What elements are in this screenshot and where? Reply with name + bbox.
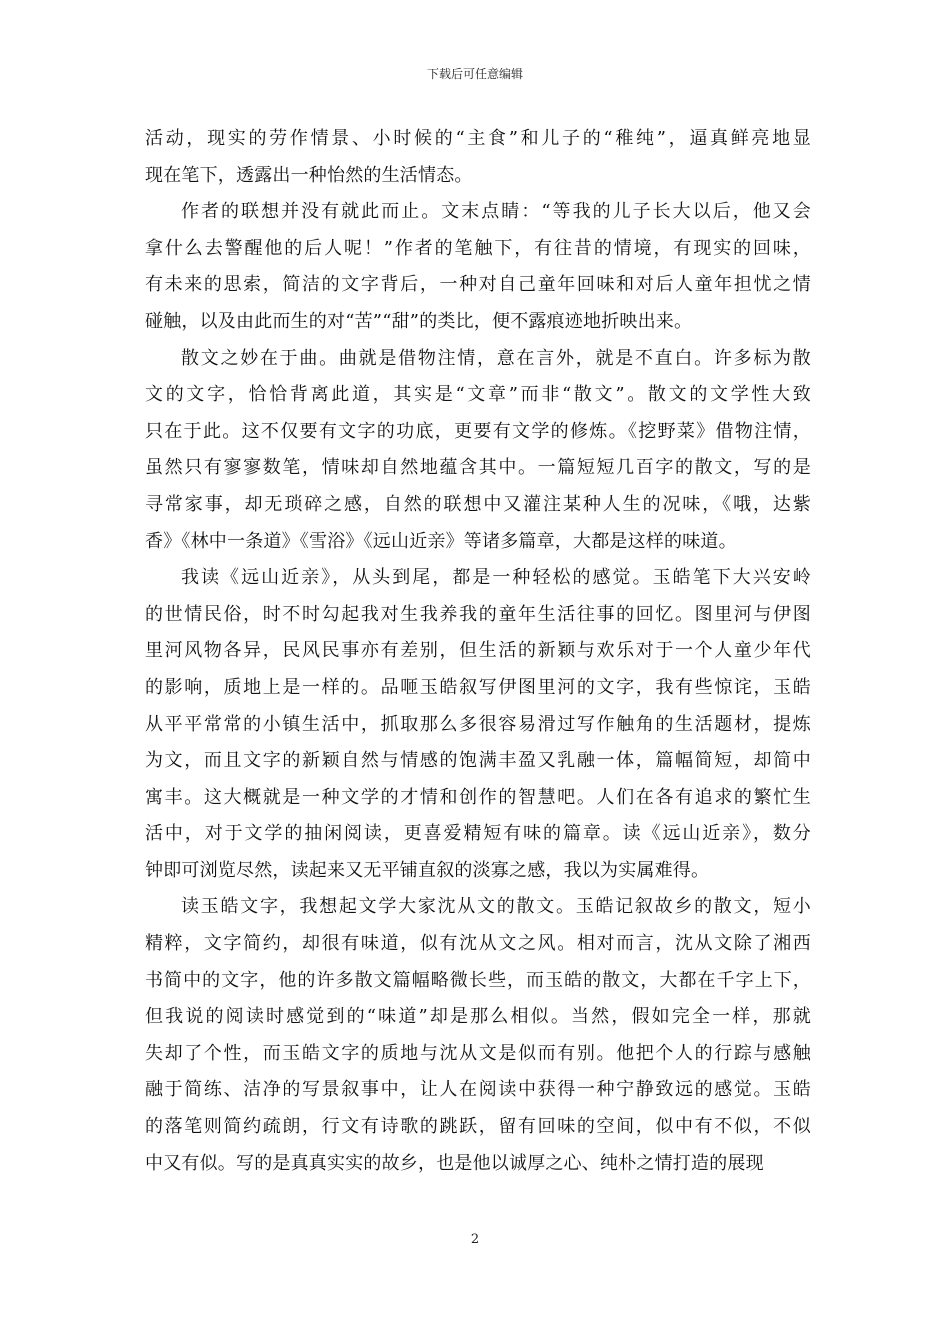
text-line: 现在笔下，透露出一种怡然的生活情态。 <box>145 164 473 186</box>
text-line: 有未来的思索，简洁的文字背后，一种对自己童年回味和对后人童年担忧之情 <box>145 274 811 296</box>
text-line: 读玉皓文字，我想起文学大家沈从文的散文。玉皓记叙故乡的散文，短小 <box>181 896 811 918</box>
paragraph <box>145 121 811 194</box>
text-line: 从平平常常的小镇生活中，抓取那么多很容易滑过写作触角的生活题材，提炼 <box>145 713 811 735</box>
text-line: 虽然只有寥寥数笔，情味却自然地蕴含其中。一篇短短几百字的散文，写的是 <box>145 457 811 479</box>
text-line: 我读《远山近亲》，从头到尾，都是一种轻松的感觉。玉皓笔下大兴安岭 <box>181 567 811 589</box>
paragraph <box>145 341 811 561</box>
text-line: 只在于此。这不仅要有文字的功底，更要有文学的修炼。《挖野菜》借物注情， <box>145 420 811 442</box>
text-line: 文的文字，恰恰背离此道，其实是“文章”而非“散文”。散文的文学性大致 <box>145 384 811 406</box>
text-line: 香》《林中一条道》《雪浴》《远山近亲》等诸多篇章，大都是这样的味道。 <box>145 530 737 552</box>
text-line: 书简中的文字，他的许多散文篇幅略微长些，而玉皓的散文，大都在千字上下， <box>145 969 811 991</box>
text-line: 精粹，文字简约，却很有味道，似有沈从文之风。相对而言，沈从文除了湘西 <box>145 933 811 955</box>
text-line: 的影响，质地上是一样的。品咂玉皓叙写伊图里河的文字，我有些惊诧，玉皓 <box>145 676 811 698</box>
text-line: 失却了个性，而玉皓文字的质地与沈从文是似而有别。他把个人的行踪与感触 <box>145 1042 811 1064</box>
page-header: 下载后可任意编辑 <box>426 67 523 81</box>
paragraph <box>145 194 811 340</box>
text-line: 拿什么去警醒他的后人呢！”作者的笔触下，有往昔的情境，有现实的回味， <box>145 237 811 259</box>
text-line: 融于简练、洁净的写景叙事中，让人在阅读中获得一种宁静致远的感觉。玉皓 <box>145 1079 811 1101</box>
paragraph <box>145 560 811 889</box>
text-line: 但我说的阅读时感觉到的“味道”却是那么相似。当然，假如完全一样，那就 <box>145 1006 811 1028</box>
text-line: 寻常家事，却无琐碎之感，自然的联想中又灌注某种人生的况味，《哦，达紫 <box>145 493 811 515</box>
text-line: 中又有似。写的是真真实实的故乡，也是他以诚厚之心、纯朴之情打造的展现 <box>145 1152 764 1174</box>
text-line: 的世情民俗，时不时勾起我对生我养我的童年生活往事的回忆。图里河与伊图 <box>145 603 811 625</box>
text-line: 里河风物各异，民风民事亦有差别，但生活的新颖与欢乐对于一个人童少年代 <box>145 640 811 662</box>
text-line: 钟即可浏览尽然，读起来又无平铺直叙的淡寡之感，我以为实属难得。 <box>145 859 710 881</box>
text-line: 活动，现实的劳作情景、小时候的“主食”和儿子的“稚纯”，逼真鲜亮地显 <box>145 128 811 149</box>
document-body <box>145 121 811 1182</box>
text-line: 作者的联想并没有就此而止。文末点睛：“等我的儿子长大以后，他又会 <box>181 201 811 223</box>
text-line: 活中，对于文学的抽闲阅读，更喜爱精短有味的篇章。读《远山近亲》，数分 <box>145 823 811 845</box>
text-line: 寓丰。这大概就是一种文学的才情和创作的智慧吧。人们在各有追求的繁忙生 <box>145 786 811 808</box>
text-line: 散文之妙在于曲。曲就是借物注情，意在言外，就是不直白。许多标为散 <box>181 347 811 369</box>
page-number: 2 <box>470 1232 480 1247</box>
text-line: 为文，而且文字的新颖自然与情感的饱满丰盈又乳融一体，篇幅简短，却简中 <box>145 750 811 772</box>
text-line: 碰触，以及由此而生的对“苦”“甜”的类比，便不露痕迹地折映出来。 <box>145 310 693 332</box>
paragraph <box>145 889 811 1182</box>
text-line: 的落笔则简约疏朗，行文有诗歌的跳跃，留有回味的空间，似中有不似，不似 <box>145 1116 811 1138</box>
